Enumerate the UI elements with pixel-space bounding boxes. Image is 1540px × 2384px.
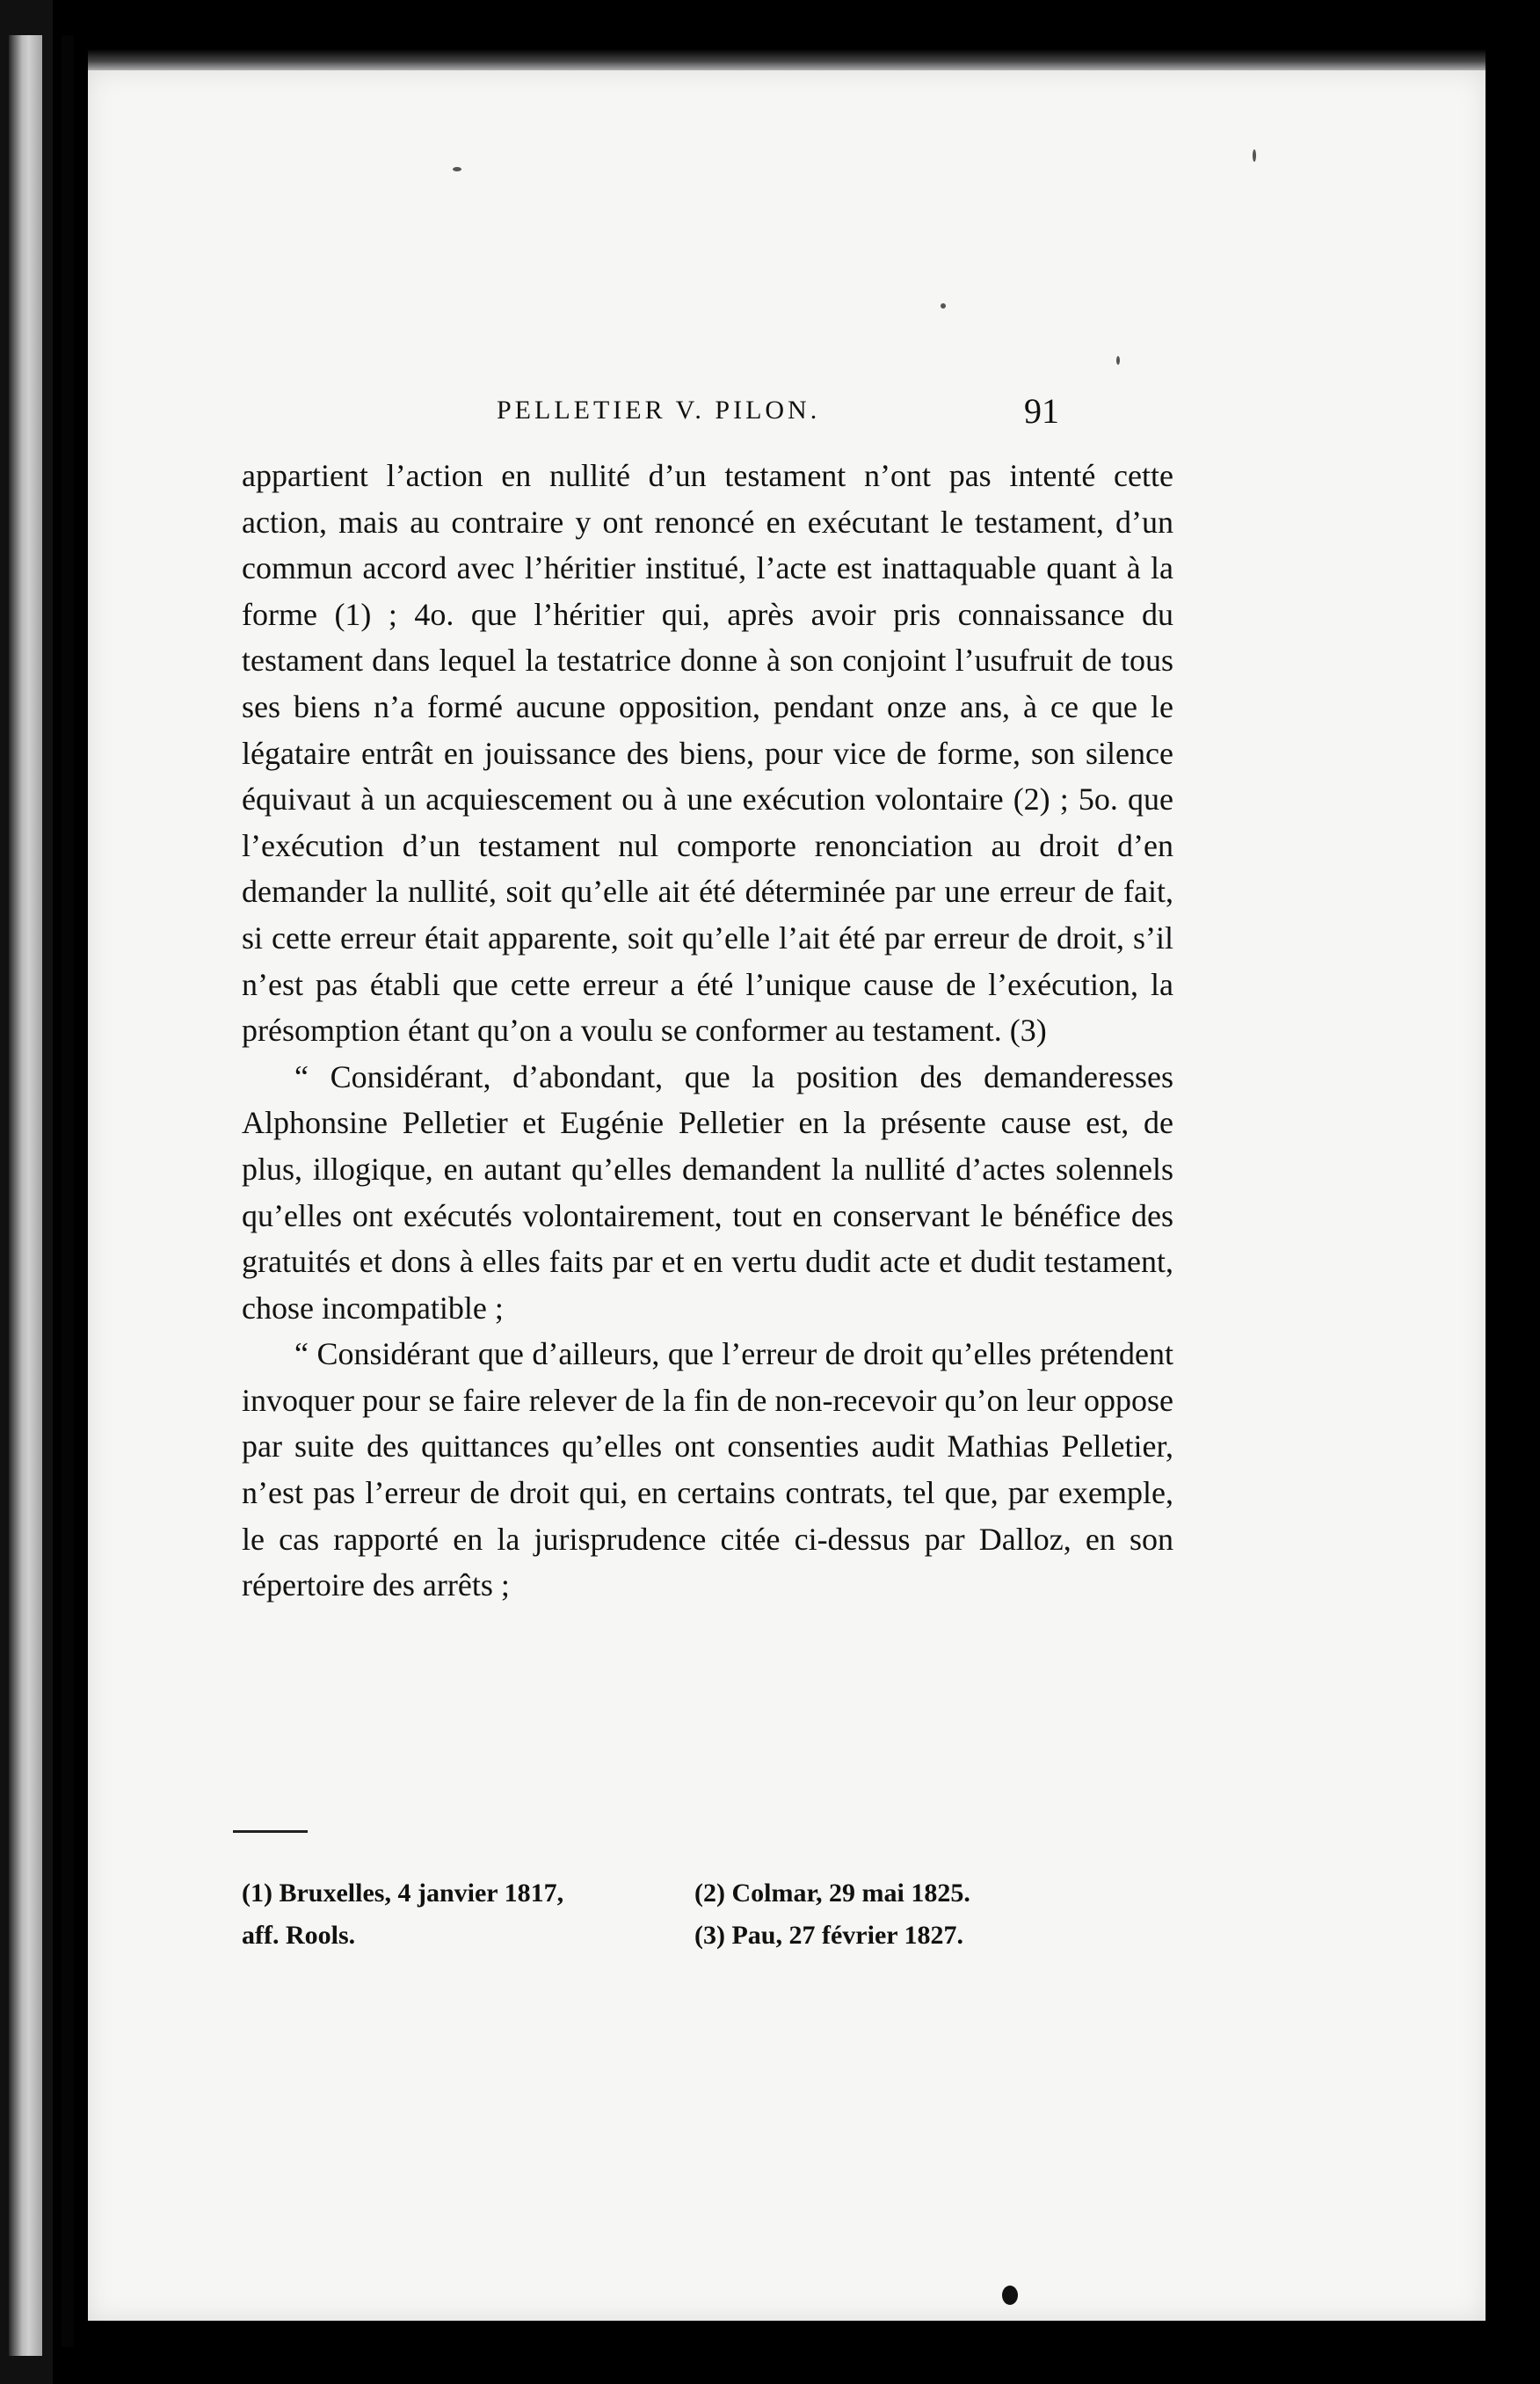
footnote-column-right xyxy=(694,1872,1116,1957)
footnote-rule xyxy=(233,1830,308,1833)
paragraph: “ Considérant que d’ailleurs, que l’erreur de droit qu’elles prétendent invoquer pour se faire relever de la fin de non-recevoir qu’on leur oppose par suite des quittances qu’elles ont consenties audit Mathias Pelletier, n’est pas l’erreur de droit qui, en certains contrats, tel que, par exemple, le cas rapporté en la jurisprudence citée ci-dessus par Dalloz, en son répertoire des arrêts ; xyxy=(242,1336,1173,1603)
scan-left-margin xyxy=(0,0,53,2384)
footnote-2: (2) Colmar, 29 mai 1825. xyxy=(694,1879,970,1908)
footnote-1-continued: aff. Rools. xyxy=(242,1921,356,1950)
scan-speck xyxy=(453,167,461,171)
footnote-1: (1) Bruxelles, 4 janvier 1817, xyxy=(242,1879,564,1908)
paragraph: “ Considérant, d’abondant, que la position des demanderesses Alphonsine Pelletier et Eugénie Pelletier en la présente cause est, de plus, illogique, en autant qu’elles demandent la nullité d’actes solennels qu’elles ont exécutés volontairement, tout en conservant le bénéfice des gratuités et dons à elles faits par et en vertu dudit acte et dudit testament, chose incompatible ; xyxy=(242,1058,1173,1326)
paragraph: appartient l’action en nullité d’un testament n’ont pas intenté cette action, mais au contraire y ont renoncé en exécutant le testament, d’un commun accord avec l’héritier institué, l’acte est inattaquable quant à la forme (1) ; 4o. que l’héritier qui, après avoir pris connaissance du testament dans lequel la testatrice donne à son conjoint l’usufruit de tous ses biens n’a formé aucune opposition, pendant onze ans, à ce que le légataire entrât en jouissance des biens, pour vice de forme, son silence équivaut à un acquiescement ou à une exécution volontaire (2) ; 5o. que l’exécution d’un testament nul comporte renonciation au droit d’en demander la nullité, soit qu’elle ait été déterminée par une erreur de fait, si cette erreur était apparente, soit qu’elle l’ait été par erreur de droit, s’il n’est pas établi que cette erreur a été l’unique cause de l’exécution, la présomption étant qu’on a voulu se conformer au testament. (3) xyxy=(242,458,1173,1049)
ink-dot xyxy=(1002,2286,1018,2305)
page-header xyxy=(88,391,1486,448)
scan-speck xyxy=(941,303,946,309)
book-edge xyxy=(9,35,42,2356)
footnote-3: (3) Pau, 27 février 1827. xyxy=(694,1921,964,1950)
body-text xyxy=(242,453,1173,1609)
scan-speck xyxy=(1253,149,1256,162)
book-page xyxy=(88,70,1486,2321)
binding-shadow xyxy=(62,35,74,2347)
footnote-column-left xyxy=(242,1872,655,1957)
running-head: PELLETIER V. PILON. xyxy=(497,396,821,425)
scan-speck xyxy=(1116,356,1120,365)
page-number: 91 xyxy=(1024,391,1059,431)
